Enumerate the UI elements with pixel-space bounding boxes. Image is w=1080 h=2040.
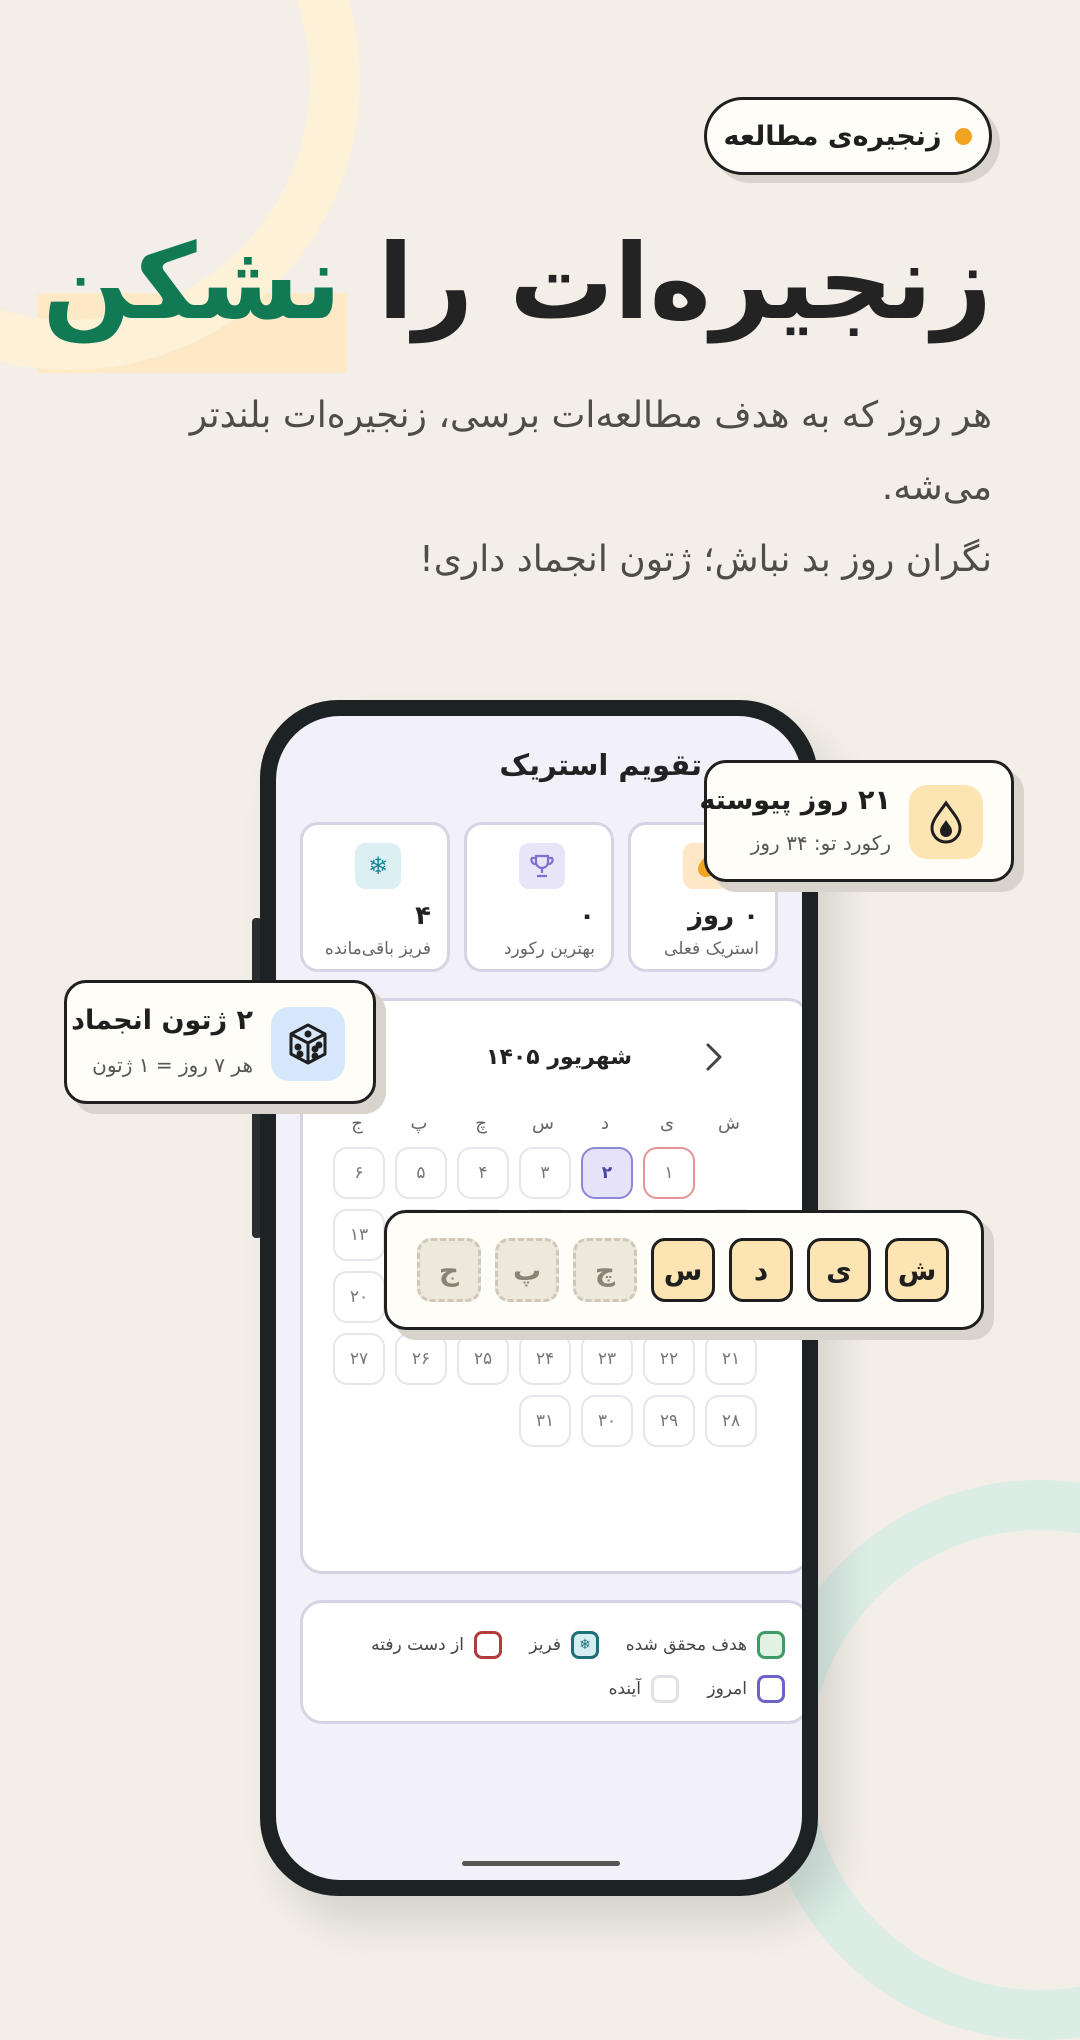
snowflake-icon: ❄ (355, 843, 401, 889)
calendar-day[interactable]: ۲۵ (457, 1333, 509, 1385)
legend-label: امروز (707, 1679, 747, 1699)
stat-best-record (464, 822, 614, 972)
stat-value: ۰ (579, 901, 595, 931)
trophy-icon (519, 843, 565, 889)
calendar-day[interactable]: ۳ (519, 1147, 571, 1199)
dice-icon (271, 1007, 345, 1081)
legend-freeze (529, 1631, 599, 1659)
streak-card-subtitle: رکورد تو: ۳۴ روز (750, 831, 891, 855)
calendar-day[interactable]: ۲۳ (581, 1333, 633, 1385)
calendar-day[interactable]: ۲۲ (643, 1333, 695, 1385)
stat-freeze-left (300, 822, 450, 972)
section-badge (704, 97, 992, 175)
weekday-header: پ (410, 1113, 428, 1134)
calendar-day[interactable]: ۳۰ (581, 1395, 633, 1447)
home-indicator (462, 1861, 620, 1866)
calendar-day[interactable]: ۲۹ (643, 1395, 695, 1447)
legend-today (707, 1675, 785, 1703)
today-swatch (757, 1675, 785, 1703)
week-progress-card (384, 1210, 984, 1330)
weekday-header: س (532, 1113, 554, 1134)
freeze-card-title: ۲ ژتون انجماد (71, 1005, 253, 1036)
stat-value: ۰ روز (687, 901, 759, 931)
badge-label: زنجیره‌ی مطالعه (723, 120, 942, 152)
calendar-day[interactable]: ۴ (457, 1147, 509, 1199)
freeze-card-subtitle: هر ۷ روز = ۱ ژتون (92, 1053, 253, 1077)
subtitle-line-1: هر روز که به هدف مطالعه‌ات برسی، زنجیره‌ات بلندتر می‌شه. (189, 395, 992, 508)
calendar-day[interactable]: ۶ (333, 1147, 385, 1199)
stat-value: ۴ (415, 901, 431, 931)
subtitle (92, 380, 992, 596)
calendar-day[interactable]: ۲۶ (395, 1333, 447, 1385)
weekday-header: ش (718, 1113, 740, 1134)
stat-label: فریز باقی‌مانده (324, 939, 431, 959)
weekday-header: ج (351, 1113, 363, 1134)
calendar-day[interactable]: ۲۴ (519, 1333, 571, 1385)
legend-future (609, 1675, 679, 1703)
week-day-chip: ش (885, 1238, 949, 1302)
legend-label: از دست رفته (371, 1635, 464, 1655)
weekday-header: ی (659, 1113, 675, 1134)
headline (42, 221, 992, 343)
week-day-chip: چ (573, 1238, 637, 1302)
legend-lost (371, 1631, 502, 1659)
week-day-chip: ج (417, 1238, 481, 1302)
calendar-day[interactable]: ۲ (581, 1147, 633, 1199)
calendar-legend (300, 1600, 802, 1724)
streak-card-title: ۲۱ روز پیوسته (699, 785, 891, 816)
calendar-month: شهریور ۱۴۰۵ (486, 1045, 632, 1070)
badge-dot-icon (955, 128, 972, 145)
week-day-chip: د (729, 1238, 793, 1302)
freeze-swatch-icon: ❄ (571, 1631, 599, 1659)
week-day-chip: ی (807, 1238, 871, 1302)
week-day-chip: پ (495, 1238, 559, 1302)
future-swatch (651, 1675, 679, 1703)
stat-label: استریک فعلی (664, 939, 759, 959)
calendar-day[interactable]: ۱۳ (333, 1209, 385, 1261)
legend-label: آینده (608, 1679, 641, 1699)
achieved-swatch (757, 1631, 785, 1659)
stat-label: بهترین رکورد (503, 939, 595, 959)
subtitle-line-2: نگران روز بد نباش؛ ژتون انجماد داری! (419, 539, 992, 580)
calendar-day[interactable]: ۵ (395, 1147, 447, 1199)
legend-label: فریز (529, 1635, 561, 1655)
week-day-chip: س (651, 1238, 715, 1302)
chevron-right-icon[interactable] (703, 1041, 725, 1081)
streak-card (699, 760, 1014, 882)
headline-main: زنجیره‌ات را (377, 221, 992, 343)
calendar-day[interactable]: ۲۱ (705, 1333, 757, 1385)
calendar-day[interactable]: ۲۸ (705, 1395, 757, 1447)
legend-label: هدف محقق شده (625, 1635, 747, 1655)
headline-accent: نشکن (42, 221, 342, 343)
calendar-day[interactable]: ۲۰ (333, 1271, 385, 1323)
calendar-day[interactable]: ۱ (643, 1147, 695, 1199)
calendar-day[interactable]: ۲۷ (333, 1333, 385, 1385)
legend-achieved (626, 1631, 785, 1659)
drop-icon (909, 785, 983, 859)
app-title: تقویم استریک (499, 748, 702, 782)
weekday-header: د (600, 1113, 609, 1134)
freeze-token-card (64, 980, 376, 1104)
lost-swatch (474, 1631, 502, 1659)
calendar-day[interactable]: ۳۱ (519, 1395, 571, 1447)
weekday-header: چ (475, 1113, 487, 1134)
